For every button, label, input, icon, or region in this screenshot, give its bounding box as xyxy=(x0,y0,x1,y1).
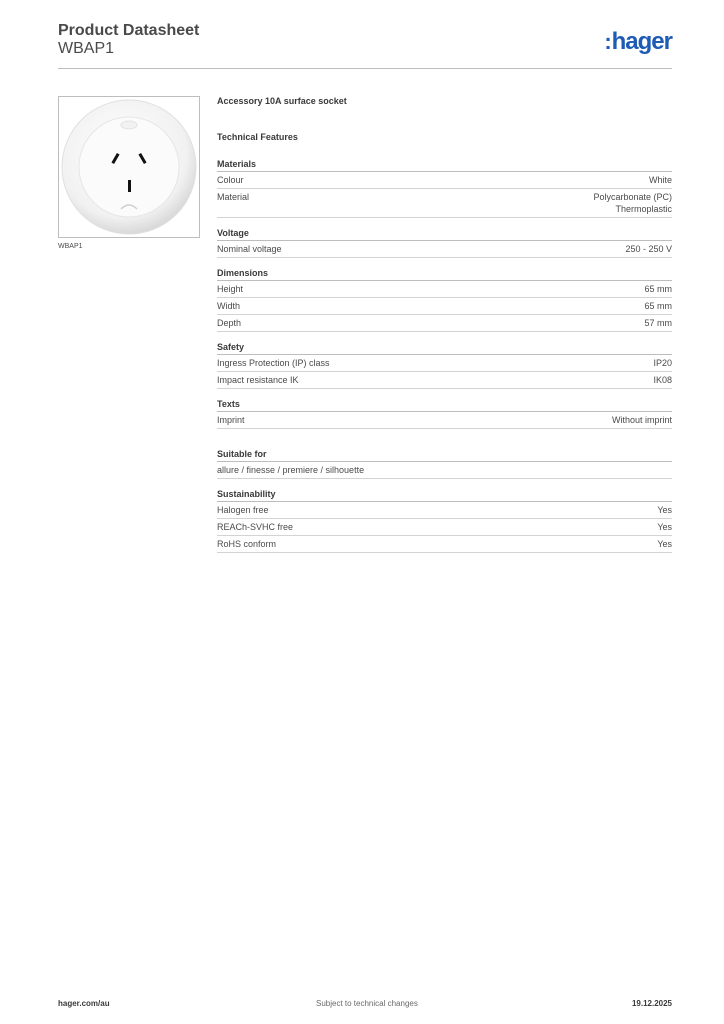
section-suitable-for xyxy=(217,449,672,479)
section-title: Suitable for xyxy=(217,449,672,462)
logo-mark-icon: : xyxy=(604,29,611,54)
spec-value-line: 65 mm xyxy=(644,301,672,311)
spec-row xyxy=(217,536,672,553)
section-materials xyxy=(217,159,672,218)
section-texts xyxy=(217,399,672,429)
spec-value-line: 65 mm xyxy=(644,284,672,294)
spec-value xyxy=(649,174,672,186)
product-code: WBAP1 xyxy=(58,40,115,57)
spec-value-line: Thermoplastic xyxy=(615,204,672,214)
spec-row xyxy=(217,519,672,536)
spec-label: Ingress Protection (IP) class xyxy=(217,358,330,368)
section-safety xyxy=(217,342,672,389)
spec-row xyxy=(217,315,672,332)
footer-website: hager.com/au xyxy=(58,999,110,1008)
spec-value-line: White xyxy=(648,175,672,185)
spec-value xyxy=(657,521,672,533)
spec-value-line: Without imprint xyxy=(611,415,672,425)
footer-date: 19.12.2025 xyxy=(631,999,672,1008)
page-title: Product Datasheet xyxy=(58,22,200,39)
spec-value xyxy=(657,538,672,550)
spec-row xyxy=(217,189,672,218)
hager-logo xyxy=(604,28,672,56)
spec-value xyxy=(644,283,672,295)
logo-text: hager xyxy=(611,28,672,55)
spec-value-line: IP20 xyxy=(653,358,672,368)
spec-label: RoHS conform xyxy=(217,539,277,549)
specifications xyxy=(217,96,672,563)
spec-label: Colour xyxy=(217,175,244,185)
section-voltage xyxy=(217,228,672,258)
spec-value xyxy=(593,191,672,215)
section-title: Materials xyxy=(217,159,672,172)
spec-row xyxy=(217,502,672,519)
spec-label: Width xyxy=(217,301,241,311)
product-image xyxy=(58,96,200,238)
spec-value xyxy=(644,317,672,329)
spec-value xyxy=(653,357,672,369)
section-title: Dimensions xyxy=(217,268,672,281)
spec-label: Imprint xyxy=(217,415,245,425)
product-name: Accessory 10A surface socket xyxy=(217,96,347,106)
section-title: Texts xyxy=(217,399,672,412)
spec-row xyxy=(217,412,672,429)
spec-row xyxy=(217,462,672,479)
spec-row xyxy=(217,281,672,298)
spec-value-line: 57 mm xyxy=(644,318,672,328)
spec-row xyxy=(217,172,672,189)
spec-label: Impact resistance IK xyxy=(217,375,299,385)
spec-value-line: Yes xyxy=(657,522,672,532)
spec-value xyxy=(657,504,672,516)
spec-value-line: 250 - 250 V xyxy=(625,244,672,254)
spec-label: REACh-SVHC free xyxy=(217,522,294,532)
spec-row xyxy=(217,372,672,389)
section-title: Sustainability xyxy=(217,489,672,502)
spec-label: Depth xyxy=(217,318,242,328)
spec-label: Nominal voltage xyxy=(217,244,282,254)
section-sustainability xyxy=(217,489,672,553)
image-caption: WBAP1 xyxy=(58,243,83,250)
spec-value-line: Polycarbonate (PC) xyxy=(593,192,672,202)
section-dimensions xyxy=(217,268,672,332)
spec-row xyxy=(217,241,672,258)
spec-label: Halogen free xyxy=(217,505,269,515)
spec-value-line: Yes xyxy=(657,539,672,549)
footer-notice: Subject to technical changes xyxy=(316,999,418,1008)
spec-label: allure / finesse / premiere / silhouette xyxy=(217,465,365,475)
spec-value xyxy=(653,374,672,386)
spec-label: Material xyxy=(217,192,250,202)
section-title: Safety xyxy=(217,342,672,355)
spec-value xyxy=(625,243,672,255)
spec-value-line: Yes xyxy=(657,505,672,515)
technical-features-heading: Technical Features xyxy=(217,132,298,142)
section-title: Voltage xyxy=(217,228,672,241)
socket-outlet-icon xyxy=(59,97,199,237)
spec-value-line: IK08 xyxy=(653,375,672,385)
spec-row xyxy=(217,355,672,372)
header-divider xyxy=(58,68,672,69)
spec-row xyxy=(217,298,672,315)
spec-value xyxy=(612,414,672,426)
spec-label: Height xyxy=(217,284,244,294)
spec-value xyxy=(644,300,672,312)
